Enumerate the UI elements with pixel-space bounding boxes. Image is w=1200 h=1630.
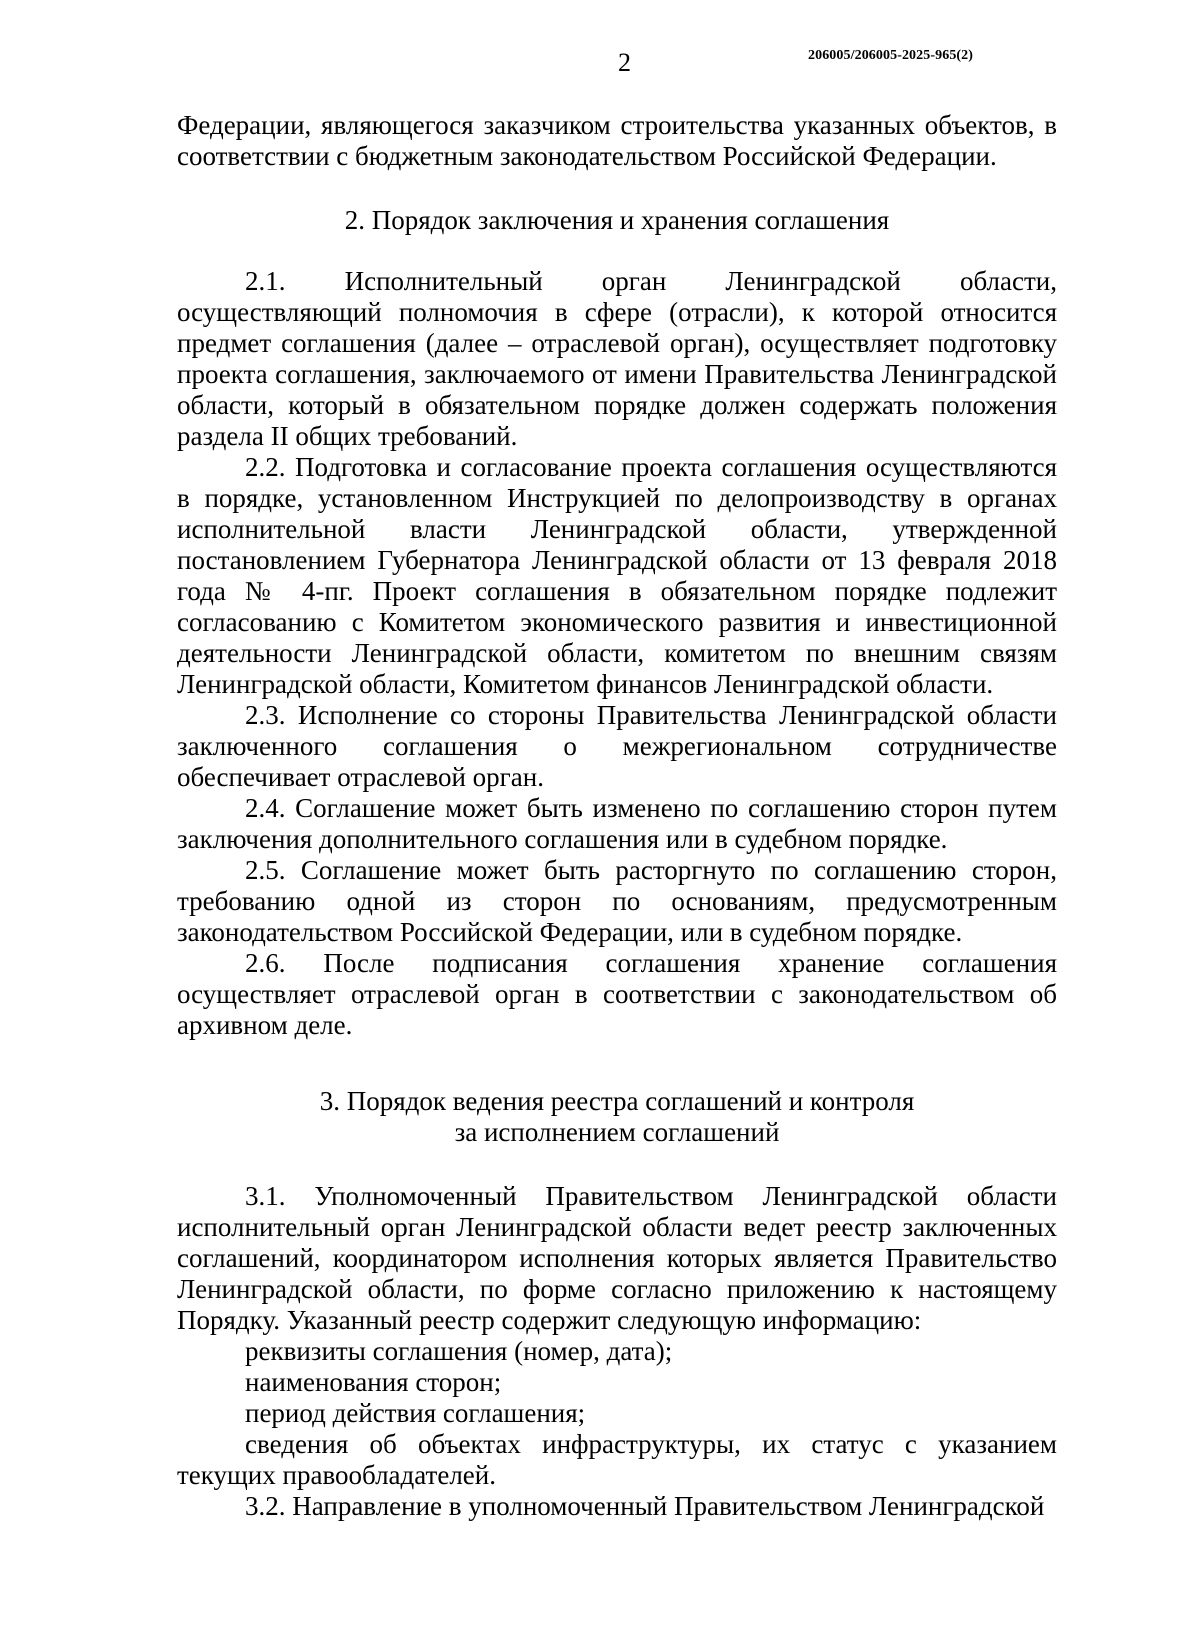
section-3-heading-line-2: за исполнением соглашений — [454, 1117, 780, 1147]
intro-paragraph: Федерации, являющегося заказчиком строительства указанных объектов, в соответствии с бюджетным законодательством Российской Федерации. — [177, 110, 1057, 171]
paragraph-2-2: 2.2. Подготовка и согласование проекта соглашения осуществляются в порядке, установленном Инструкцией по делопроизводству в органах исполнительной власти Ленинградской области, утвержденной постановлением Губернатора Ленинградской области от 13 февраля 2018 года № 4-пг. Проект соглашения в обязательном порядке подлежит согласованию с Комитетом экономического развития и инвестиционной деятельности Ленинградской области, комитетом по внешним связям Ленинградской области, Комитетом финансов Ленинградской области. — [177, 452, 1057, 699]
document-body — [177, 110, 1057, 1522]
section-3-heading-line-1: 3. Порядок ведения реестра соглашений и контроля — [319, 1086, 915, 1116]
page-number: 2 — [618, 48, 631, 77]
paragraph-2-1: 2.1. Исполнительный орган Ленинградской области, осуществляющий полномочия в сфере (отрасли), к которой относится предмет соглашения (далее – отраслевой орган), осуществляет подготовку проекта соглашения, заключаемого от имени Правительства Ленинградской области, который в обязательном порядке должен содержать положения раздела II общих требований. — [177, 266, 1057, 451]
list-item-parties: наименования сторон; — [245, 1367, 502, 1397]
list-item-infrastructure: сведения об объектах инфраструктуры, их статус с указанием текущих правообладателей. — [177, 1429, 1057, 1490]
paragraph-2-5: 2.5. Соглашение может быть расторгнуто по соглашению сторон, требованию одной из сторон по основаниям, предусмотренным законодательством Российской Федерации, или в судебном порядке. — [177, 855, 1057, 947]
paragraph-3-2: 3.2. Направление в уполномоченный Правительством Ленинградской — [245, 1491, 1045, 1521]
paragraph-3-1: 3.1. Уполномоченный Правительством Ленинградской области исполнительный орган Ленинградской области ведет реестр заключенных соглашений, координатором исполнения которых является Правительство Ленинградской области, по форме согласно приложению к настоящему Порядку. Указанный реестр содержит следующую информацию: — [177, 1181, 1057, 1335]
list-item-period: период действия соглашения; — [245, 1398, 586, 1428]
document-id: 206005/206005-2025-965(2) — [808, 48, 974, 63]
section-2-heading: 2. Порядок заключения и хранения соглашения — [344, 205, 890, 235]
list-item-requisites: реквизиты соглашения (номер, дата); — [245, 1336, 673, 1366]
paragraph-2-4: 2.4. Соглашение может быть изменено по соглашению сторон путем заключения дополнительного соглашения или в судебном порядке. — [177, 793, 1057, 854]
paragraph-2-3: 2.3. Исполнение со стороны Правительства Ленинградской области заключенного соглашения о межрегиональном сотрудничестве обеспечивает отраслевой орган. — [177, 700, 1057, 792]
paragraph-2-6: 2.6. После подписания соглашения хранение соглашения осуществляет отраслевой орган в соответствии с законодательством об архивном деле. — [177, 948, 1057, 1040]
